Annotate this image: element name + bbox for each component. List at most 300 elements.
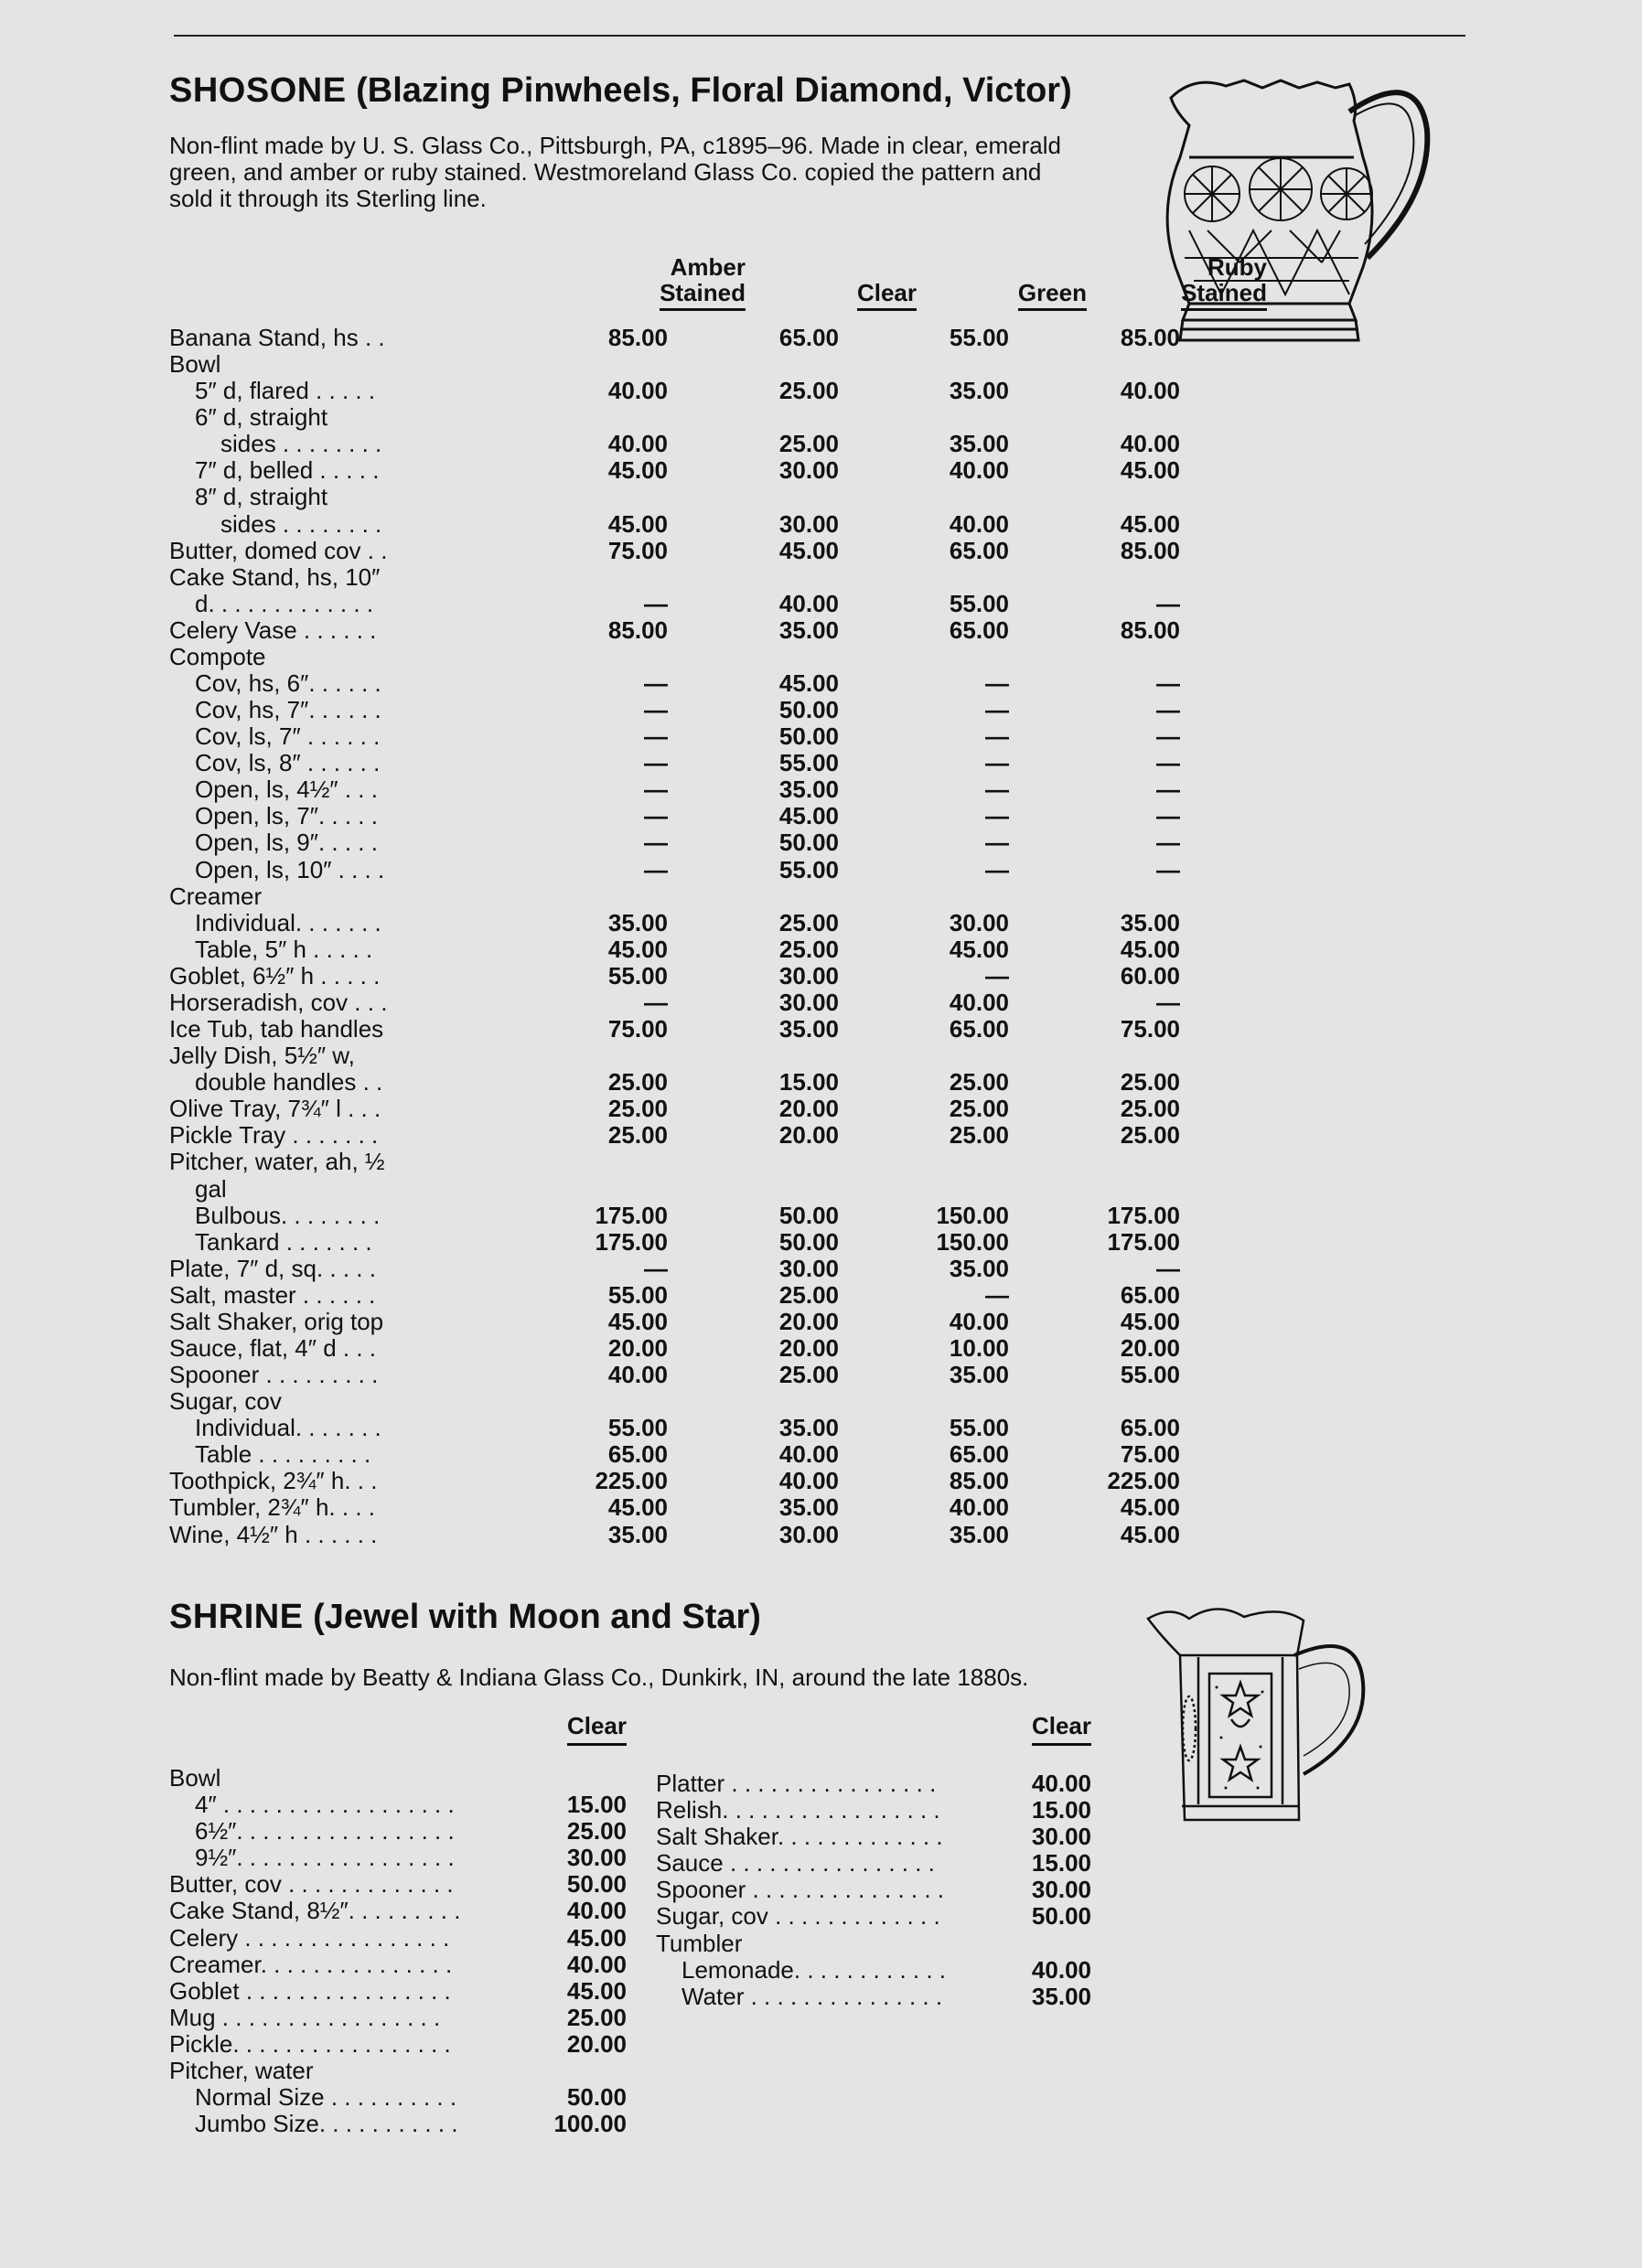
- ruby-price: 45.00: [1120, 935, 1180, 963]
- item-label: Horseradish, cov . . .: [169, 988, 388, 1016]
- ruby-price: —: [1156, 749, 1180, 777]
- table-row: [169, 377, 1180, 405]
- item-label: Ice Tub, tab handles: [169, 1015, 384, 1043]
- clear-price: 100.00: [553, 2110, 627, 2138]
- shosone-desc-line: sold it through its Sterling line.: [169, 185, 487, 212]
- table-row: [169, 829, 1180, 857]
- amber-price: 175.00: [595, 1227, 668, 1256]
- amber-price: 85.00: [607, 615, 668, 644]
- clear-price: 20.00: [566, 2029, 627, 2058]
- ruby-price: 25.00: [1120, 1068, 1180, 1097]
- ruby-price: 40.00: [1120, 430, 1180, 458]
- clear-price: 30.00: [778, 1254, 839, 1282]
- shosone-title: [169, 71, 1121, 111]
- clear-price: 25.00: [778, 935, 839, 963]
- green-price: 35.00: [949, 1520, 1009, 1548]
- table-row: [169, 1440, 1180, 1469]
- list-item: [656, 1903, 1095, 1930]
- list-item: [169, 2005, 645, 2031]
- item-label: Cov, hs, 7″. . . . . .: [195, 696, 381, 724]
- ruby-price: 45.00: [1120, 456, 1180, 485]
- item-label: 8″ d, straight: [195, 483, 328, 511]
- table-row: [169, 644, 1098, 670]
- amber-price: 55.00: [607, 961, 668, 990]
- item-label: Mug . . . . . . . . . . . . . . . . .: [169, 2003, 441, 2031]
- item-label: Tankard . . . . . . .: [195, 1227, 372, 1256]
- list-item: [169, 1952, 645, 1978]
- item-label: Plate, 7″ d, sq. . . . .: [169, 1254, 376, 1282]
- item-label: Creamer: [169, 882, 263, 910]
- amber-price: —: [644, 1254, 668, 1282]
- item-label: Cake Stand, 8½″. . . . . . . . .: [169, 1897, 461, 1925]
- item-label: Pitcher, water: [169, 2057, 314, 2085]
- clear-price: 45.00: [778, 669, 839, 698]
- shrine-desc-line: Non-flint made by Beatty & Indiana Glass Co., Dunkirk, IN, around the late 1880s.: [169, 1664, 1029, 1691]
- green-price: 25.00: [949, 1068, 1009, 1097]
- clear-price: 25.00: [778, 1280, 839, 1309]
- shrine-header-left-clear: Clear: [535, 1712, 627, 1746]
- table-row: [169, 1015, 1180, 1043]
- amber-price: 55.00: [607, 1414, 668, 1442]
- green-price: 65.00: [949, 1440, 1009, 1469]
- list-item: [169, 1845, 645, 1871]
- table-row: [169, 855, 1180, 883]
- clear-price: 50.00: [778, 1201, 839, 1229]
- amber-price: —: [644, 776, 668, 804]
- ruby-price: 85.00: [1120, 615, 1180, 644]
- amber-price: 175.00: [595, 1201, 668, 1229]
- table-row: [169, 1149, 1098, 1175]
- ruby-price: 65.00: [1120, 1414, 1180, 1442]
- green-price: 40.00: [949, 456, 1009, 485]
- amber-price: 45.00: [607, 1307, 668, 1335]
- amber-price: 25.00: [607, 1095, 668, 1123]
- item-label: Normal Size . . . . . . . . . .: [195, 2083, 457, 2112]
- green-price: 65.00: [949, 1015, 1009, 1043]
- clear-price: 50.00: [778, 1227, 839, 1256]
- table-row: [169, 536, 1180, 564]
- list-item: [656, 1824, 1095, 1850]
- ruby-price: —: [1156, 589, 1180, 617]
- item-label: Toothpick, 2¾″ h. . .: [169, 1467, 378, 1495]
- ruby-price: 75.00: [1120, 1015, 1180, 1043]
- table-row: [169, 1333, 1180, 1362]
- amber-price: 45.00: [607, 456, 668, 485]
- amber-price: 45.00: [607, 1493, 668, 1522]
- list-item: [656, 1877, 1095, 1903]
- clear-price: 30.00: [566, 1844, 627, 1872]
- item-label: Cake Stand, hs, 10″: [169, 562, 381, 591]
- table-row: [169, 509, 1180, 538]
- clear-price: 40.00: [778, 1440, 839, 1469]
- table-row: [169, 430, 1180, 458]
- table-row: [169, 351, 1098, 378]
- item-label: sides . . . . . . . .: [220, 430, 382, 458]
- clear-price: 40.00: [778, 1467, 839, 1495]
- clear-price: 50.00: [1031, 1902, 1091, 1931]
- item-label: Olive Tray, 7¾″ l . . .: [169, 1095, 381, 1123]
- table-row: [169, 564, 1098, 591]
- list-item: [169, 2084, 645, 2111]
- list-item: [169, 2111, 645, 2137]
- ruby-price: —: [1156, 829, 1180, 857]
- green-price: 40.00: [949, 988, 1009, 1016]
- amber-price: —: [644, 829, 668, 857]
- table-row: [169, 1361, 1180, 1389]
- ruby-price: 25.00: [1120, 1095, 1180, 1123]
- clear-price: 45.00: [778, 802, 839, 830]
- item-label: Pickle. . . . . . . . . . . . . . . . .: [169, 2029, 451, 2058]
- item-label: Cov, ls, 7″ . . . . . .: [195, 722, 381, 751]
- ruby-price: 45.00: [1120, 1307, 1180, 1335]
- clear-price: 50.00: [778, 722, 839, 751]
- table-row: [169, 749, 1180, 777]
- ruby-price: —: [1156, 855, 1180, 883]
- list-item: [656, 1797, 1095, 1824]
- table-row: [169, 1227, 1180, 1256]
- top-rule: [174, 35, 1465, 37]
- clear-price: 20.00: [778, 1307, 839, 1335]
- green-price: —: [985, 961, 1009, 990]
- green-price: —: [985, 696, 1009, 724]
- table-row: [169, 1068, 1180, 1097]
- ruby-price: 85.00: [1120, 536, 1180, 564]
- clear-price: 30.00: [778, 961, 839, 990]
- table-row: [169, 883, 1098, 910]
- table-row: [169, 669, 1180, 698]
- clear-price: 20.00: [778, 1333, 839, 1362]
- green-price: —: [985, 829, 1009, 857]
- pitcher-pinwheel-drawing-icon: [1153, 75, 1445, 354]
- list-item: [169, 1765, 645, 1792]
- amber-price: 40.00: [607, 1361, 668, 1389]
- item-label: Individual. . . . . . .: [195, 908, 381, 936]
- green-price: 55.00: [949, 324, 1009, 351]
- list-item: [656, 1850, 1095, 1877]
- shosone-price-table: [169, 245, 1267, 1548]
- shosone-name: SHOSONE: [169, 71, 347, 110]
- item-label: Bulbous. . . . . . . .: [195, 1201, 381, 1229]
- item-label: Banana Stand, hs . .: [169, 324, 385, 351]
- ruby-price: —: [1156, 669, 1180, 698]
- table-row: [169, 961, 1180, 990]
- item-label: 7″ d, belled . . . . .: [195, 456, 380, 485]
- table-row: [169, 615, 1180, 644]
- clear-price: 65.00: [778, 324, 839, 351]
- clear-price: 35.00: [778, 1015, 839, 1043]
- ruby-price: —: [1156, 802, 1180, 830]
- shosone-section: [169, 71, 1121, 212]
- clear-price: 50.00: [778, 696, 839, 724]
- item-label: Tumbler: [656, 1929, 743, 1957]
- header-ruby-stained: Ruby Stained: [1121, 254, 1267, 311]
- item-label: Celery Vase . . . . . .: [169, 615, 377, 644]
- clear-price: 25.00: [566, 2003, 627, 2031]
- header-clear: Clear: [770, 280, 917, 311]
- ruby-price: 85.00: [1120, 324, 1180, 351]
- item-label: Table, 5″ h . . . . .: [195, 935, 373, 963]
- list-item: [656, 1984, 1095, 2010]
- amber-price: 40.00: [607, 430, 668, 458]
- clear-price: 25.00: [778, 1361, 839, 1389]
- green-price: 65.00: [949, 615, 1009, 644]
- green-price: 10.00: [949, 1333, 1009, 1362]
- item-label: Cov, ls, 8″ . . . . . .: [195, 749, 381, 777]
- clear-price: 25.00: [778, 908, 839, 936]
- amber-price: 225.00: [595, 1467, 668, 1495]
- green-price: 30.00: [949, 908, 1009, 936]
- shrine-section: [169, 1598, 1121, 1691]
- ruby-price: 175.00: [1107, 1227, 1180, 1256]
- green-price: —: [985, 776, 1009, 804]
- green-price: 35.00: [949, 1254, 1009, 1282]
- item-label: Cov, hs, 6″. . . . . .: [195, 669, 381, 698]
- green-price: 45.00: [949, 935, 1009, 963]
- shosone-table-header: [169, 245, 1267, 311]
- item-label: Open, ls, 9″. . . . .: [195, 829, 378, 857]
- clear-price: 45.00: [778, 536, 839, 564]
- table-row: [169, 404, 1098, 431]
- clear-price: 15.00: [1031, 1796, 1091, 1824]
- table-row: [169, 1254, 1180, 1282]
- ruby-price: 45.00: [1120, 1520, 1180, 1548]
- item-label: Butter, cov . . . . . . . . . . . . .: [169, 1870, 454, 1899]
- table-row: [169, 1121, 1180, 1150]
- table-row: [169, 1414, 1180, 1442]
- item-label: Salt, master . . . . . .: [169, 1280, 376, 1309]
- item-label: Open, ls, 4½″ . . .: [195, 776, 378, 804]
- item-label: 6″ d, straight: [195, 403, 328, 432]
- clear-price: 30.00: [778, 1520, 839, 1548]
- shrine-header-right-clear: Clear: [1000, 1712, 1091, 1746]
- green-price: 35.00: [949, 377, 1009, 405]
- amber-price: —: [644, 855, 668, 883]
- item-label: Water . . . . . . . . . . . . . . .: [681, 1982, 943, 2010]
- clear-price: 55.00: [778, 855, 839, 883]
- shosone-desc-line: green, and amber or ruby stained. Westmoreland Glass Co. copied the pattern and: [169, 158, 1042, 186]
- green-price: 55.00: [949, 589, 1009, 617]
- ruby-price: —: [1156, 1254, 1180, 1282]
- item-label: Open, ls, 10″ . . . .: [195, 855, 385, 883]
- list-item: [169, 2058, 645, 2084]
- green-price: 65.00: [949, 536, 1009, 564]
- green-price: 85.00: [949, 1467, 1009, 1495]
- item-label: Jelly Dish, 5½″ w,: [169, 1042, 355, 1070]
- item-label: Goblet, 6½″ h . . . . .: [169, 961, 381, 990]
- clear-price: 15.00: [566, 1791, 627, 1819]
- green-price: 25.00: [949, 1121, 1009, 1150]
- green-price: —: [985, 669, 1009, 698]
- item-label: Salt Shaker, orig top: [169, 1307, 384, 1335]
- ruby-price: —: [1156, 722, 1180, 751]
- clear-price: 40.00: [566, 1950, 627, 1978]
- amber-price: —: [644, 669, 668, 698]
- ruby-price: 175.00: [1107, 1201, 1180, 1229]
- item-label: Butter, domed cov . .: [169, 536, 388, 564]
- list-item: [169, 1925, 645, 1952]
- amber-price: 35.00: [607, 1520, 668, 1548]
- shrine-title: [169, 1598, 1121, 1637]
- shosone-alt-names: (Blazing Pinwheels, Floral Diamond, Victor): [356, 71, 1072, 110]
- item-label: gal: [195, 1174, 227, 1203]
- shrine-name: SHRINE: [169, 1598, 304, 1636]
- item-label: d. . . . . . . . . . . . .: [195, 589, 374, 617]
- clear-price: 25.00: [778, 377, 839, 405]
- ruby-price: 75.00: [1120, 1440, 1180, 1469]
- clear-price: 30.00: [1031, 1876, 1091, 1904]
- table-row: [169, 802, 1180, 830]
- list-item: [656, 1957, 1095, 1984]
- item-label: Open, ls, 7″. . . . .: [195, 802, 378, 830]
- ruby-price: 40.00: [1120, 377, 1180, 405]
- green-price: —: [985, 1280, 1009, 1309]
- list-item: [169, 1978, 645, 2005]
- amber-price: —: [644, 696, 668, 724]
- green-price: 35.00: [949, 430, 1009, 458]
- amber-price: 55.00: [607, 1280, 668, 1309]
- item-label: Sauce, flat, 4″ d . . .: [169, 1333, 376, 1362]
- amber-price: 25.00: [607, 1068, 668, 1097]
- clear-price: 15.00: [778, 1068, 839, 1097]
- ruby-price: 60.00: [1120, 961, 1180, 990]
- list-item: [169, 2031, 645, 2058]
- table-row: [169, 324, 1180, 351]
- table-row: [169, 1307, 1180, 1335]
- item-label: Jumbo Size. . . . . . . . . . .: [195, 2110, 458, 2138]
- table-row: [169, 1493, 1180, 1522]
- shrine-right-column: [656, 1771, 1095, 2010]
- list-item: [656, 1771, 1095, 1797]
- green-price: 150.00: [936, 1227, 1009, 1256]
- table-row: [169, 988, 1180, 1016]
- pitcher-moon-star-drawing-icon: [1143, 1600, 1372, 1829]
- green-price: 40.00: [949, 509, 1009, 538]
- table-row: [169, 722, 1180, 751]
- amber-price: —: [644, 749, 668, 777]
- shrine-left-column: [169, 1765, 645, 2137]
- ruby-price: 45.00: [1120, 509, 1180, 538]
- item-label: Creamer. . . . . . . . . . . . . . .: [169, 1950, 453, 1978]
- clear-price: 45.00: [566, 1976, 627, 2005]
- item-label: Pickle Tray . . . . . . .: [169, 1121, 379, 1150]
- amber-price: —: [644, 589, 668, 617]
- amber-price: —: [644, 988, 668, 1016]
- table-row: [169, 1176, 1098, 1203]
- green-price: —: [985, 722, 1009, 751]
- item-label: 9½″. . . . . . . . . . . . . . . . .: [195, 1844, 455, 1872]
- clear-price: 30.00: [1031, 1823, 1091, 1851]
- amber-price: 65.00: [607, 1440, 668, 1469]
- clear-price: 40.00: [778, 589, 839, 617]
- clear-price: 40.00: [1031, 1955, 1091, 1984]
- ruby-price: 45.00: [1120, 1493, 1180, 1522]
- item-label: Goblet . . . . . . . . . . . . . . . .: [169, 1976, 451, 2005]
- table-row: [169, 1388, 1098, 1415]
- green-price: 55.00: [949, 1414, 1009, 1442]
- clear-price: 30.00: [778, 456, 839, 485]
- shrine-alt-names: (Jewel with Moon and Star): [313, 1598, 761, 1636]
- table-row: [169, 456, 1180, 485]
- item-label: Individual. . . . . . .: [195, 1414, 381, 1442]
- item-label: 5″ d, flared . . . . .: [195, 377, 376, 405]
- ruby-price: 35.00: [1120, 908, 1180, 936]
- clear-price: 50.00: [566, 2083, 627, 2112]
- list-item: [169, 1818, 645, 1845]
- clear-price: 50.00: [566, 1870, 627, 1899]
- amber-price: 20.00: [607, 1333, 668, 1362]
- clear-price: 40.00: [1031, 1770, 1091, 1797]
- amber-price: 75.00: [607, 536, 668, 564]
- amber-price: —: [644, 722, 668, 751]
- table-row: [169, 935, 1180, 963]
- green-price: —: [985, 855, 1009, 883]
- item-label: sides . . . . . . . .: [220, 509, 382, 538]
- table-row: [169, 1520, 1180, 1548]
- item-label: 6½″. . . . . . . . . . . . . . . . .: [195, 1817, 455, 1845]
- clear-price: 20.00: [778, 1095, 839, 1123]
- green-price: 150.00: [936, 1201, 1009, 1229]
- list-item: [656, 1931, 1095, 1957]
- table-row: [169, 1095, 1180, 1123]
- clear-price: 25.00: [778, 430, 839, 458]
- clear-price: 35.00: [778, 1414, 839, 1442]
- green-price: —: [985, 749, 1009, 777]
- list-item: [169, 1898, 645, 1924]
- amber-price: 85.00: [607, 324, 668, 351]
- header-amber-stained: Amber Stained: [599, 254, 746, 311]
- item-label: Spooner . . . . . . . . .: [169, 1361, 379, 1389]
- item-label: Spooner . . . . . . . . . . . . . . .: [656, 1876, 945, 1904]
- ruby-price: 25.00: [1120, 1121, 1180, 1150]
- amber-price: 75.00: [607, 1015, 668, 1043]
- clear-price: 35.00: [778, 1493, 839, 1522]
- list-item: [169, 1792, 645, 1818]
- header-green: Green: [940, 280, 1087, 311]
- amber-price: 25.00: [607, 1121, 668, 1150]
- green-price: 35.00: [949, 1361, 1009, 1389]
- table-row: [169, 776, 1180, 804]
- list-item: [169, 1871, 645, 1898]
- ruby-price: —: [1156, 988, 1180, 1016]
- item-label: Compote: [169, 642, 266, 670]
- clear-price: 35.00: [778, 615, 839, 644]
- ruby-price: 20.00: [1120, 1333, 1180, 1362]
- ruby-price: —: [1156, 696, 1180, 724]
- shosone-rows: [169, 324, 1180, 1548]
- clear-price: 30.00: [778, 988, 839, 1016]
- clear-price: 25.00: [566, 1817, 627, 1845]
- item-label: Table . . . . . . . . .: [195, 1440, 371, 1469]
- ruby-price: 225.00: [1107, 1467, 1180, 1495]
- item-label: Bowl: [169, 1764, 221, 1792]
- green-price: 40.00: [949, 1307, 1009, 1335]
- shosone-desc-line: Non-flint made by U. S. Glass Co., Pittsburgh, PA, c1895–96. Made in clear, emerald: [169, 132, 1061, 159]
- amber-price: —: [644, 802, 668, 830]
- shrine-description: [169, 1664, 1102, 1691]
- table-row: [169, 908, 1180, 936]
- item-label: Relish. . . . . . . . . . . . . . . . .: [656, 1796, 940, 1824]
- table-row: [169, 1280, 1180, 1309]
- clear-price: 35.00: [778, 776, 839, 804]
- item-label: 4″ . . . . . . . . . . . . . . . . . .: [195, 1791, 455, 1819]
- clear-price: 55.00: [778, 749, 839, 777]
- amber-price: 40.00: [607, 377, 668, 405]
- amber-price: 45.00: [607, 509, 668, 538]
- table-row: [169, 589, 1180, 617]
- amber-price: 45.00: [607, 935, 668, 963]
- shosone-description: [169, 133, 1102, 212]
- clear-price: 45.00: [566, 1923, 627, 1952]
